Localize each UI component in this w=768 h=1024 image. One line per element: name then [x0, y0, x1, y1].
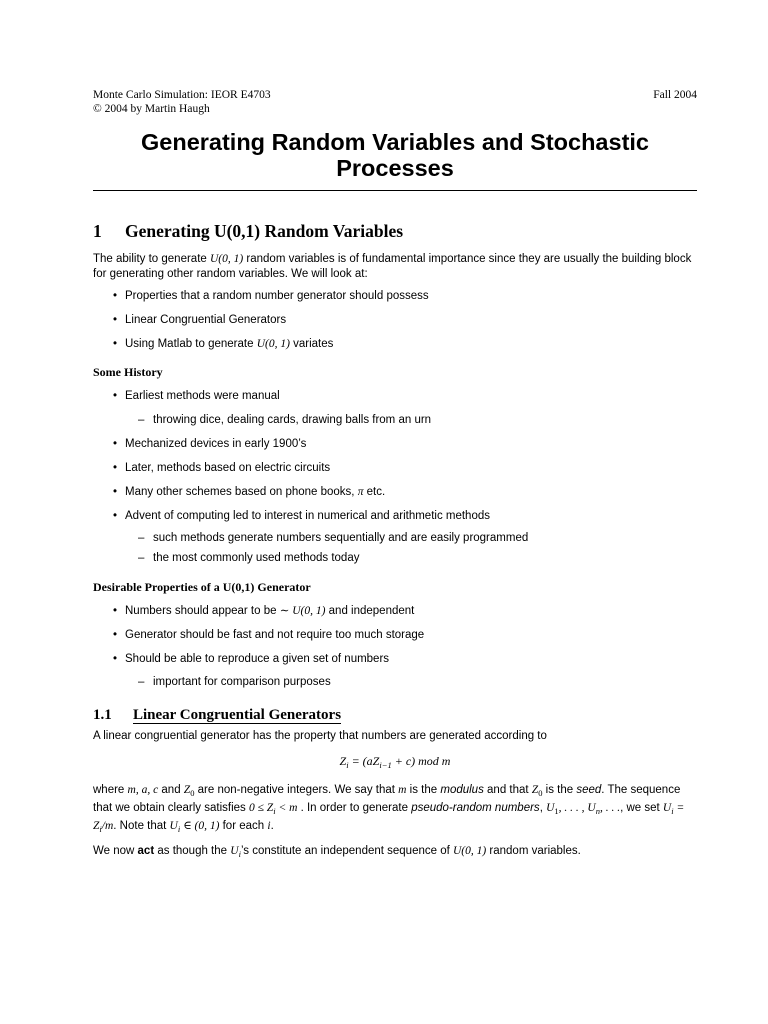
lcg-paragraph: A linear congruential generator has the property that numbers are generated according to — [93, 730, 547, 742]
bullet-text: Using Matlab to generate — [125, 338, 257, 350]
bullet-text: Advent of computing led to interest in numerical and arithmetic methods — [125, 510, 490, 522]
text: where — [93, 784, 128, 796]
bullet-item — [125, 337, 697, 352]
section-1-heading — [93, 220, 697, 242]
text: and that — [483, 784, 532, 796]
text: We now — [93, 845, 138, 857]
text: and — [158, 784, 184, 796]
lcg-equation — [93, 754, 697, 773]
text: is the — [406, 784, 441, 796]
desirable-heading: Desirable Properties of a U(0,1) Generator — [93, 580, 311, 594]
dash-item: – such methods generate numbers sequentially and are easily programmed — [153, 531, 697, 546]
bullet-item — [125, 509, 697, 566]
eq-part: Z — [339, 754, 347, 768]
math-sub: i — [177, 824, 181, 834]
math-sub: i — [99, 824, 102, 834]
text: as though the — [154, 845, 231, 857]
dash-item: – the most commonly used methods today — [153, 551, 697, 566]
math-sub: n — [595, 806, 600, 816]
intro-bullets — [93, 289, 697, 352]
bullet-item — [125, 628, 697, 643]
intro-paragraph — [93, 252, 697, 282]
bullet-text: Many other schemes based on phone books, — [125, 486, 358, 498]
act-paragraph — [93, 844, 697, 862]
emphasis: pseudo-random numbers — [411, 802, 540, 814]
text: is the — [542, 784, 577, 796]
math: Z — [531, 784, 539, 796]
bullet-text: Numbers should appear to be — [125, 605, 280, 617]
bullet-text: variates — [289, 338, 334, 350]
math-sub: 1 — [554, 806, 559, 816]
text: . — [270, 820, 274, 832]
math: , . . . , U — [558, 802, 596, 814]
math: < m — [275, 802, 298, 814]
math-sub: i — [238, 849, 241, 859]
document-body — [93, 220, 697, 862]
eq-part: = (aZ — [348, 754, 380, 768]
text: are non-negative integers. We say that — [194, 784, 399, 796]
bold-text: act — [137, 845, 155, 857]
text: , we set — [620, 802, 663, 814]
math: /m — [101, 820, 114, 832]
dash-list — [125, 413, 697, 428]
bullet-text: Properties that a random number generator should possess — [125, 290, 429, 302]
intro-text-1: The ability to generate — [93, 253, 210, 265]
dash-list — [125, 675, 697, 690]
desirable-bullets — [93, 604, 697, 690]
bullet-text: Linear Congruential Generators — [125, 314, 287, 326]
bullet-item — [125, 313, 697, 328]
text: for each — [219, 820, 268, 832]
term-label: Fall 2004 — [653, 89, 697, 101]
pi-symbol: π — [357, 486, 364, 498]
math: U — [230, 845, 239, 857]
math: U — [169, 820, 178, 832]
bullet-item — [125, 604, 697, 619]
dash-item: – throwing dice, dealing cards, drawing balls from an urn — [153, 413, 697, 428]
modulus-paragraph — [93, 783, 697, 837]
math: m, a, c — [127, 784, 159, 796]
copyright-line: © 2004 by Martin Haugh — [93, 103, 210, 115]
bullet-text: Earliest methods were manual — [125, 390, 280, 402]
eq-sub: i−1 — [379, 760, 392, 770]
bullet-text: Later, methods based on electric circuits — [125, 462, 331, 474]
section-number: 1.1 — [93, 707, 112, 723]
text: ’s constitute an independent sequence of — [240, 845, 453, 857]
bullet-item — [125, 289, 697, 304]
math: m — [398, 784, 407, 796]
history-bullets — [93, 389, 697, 566]
math: U — [546, 802, 555, 814]
math-sub: i — [671, 806, 674, 816]
text: . The sequence that we obtain clearly satisfies — [93, 784, 681, 814]
bullet-math: U(0, 1) — [256, 338, 290, 350]
bullet-item — [125, 437, 697, 452]
eq-part: + c) mod m — [391, 754, 451, 768]
title-rule — [93, 190, 697, 191]
bullet-text: Generator should be fast and not require too much storage — [125, 629, 425, 641]
history-heading: Some History — [93, 365, 163, 379]
text: . Note that — [113, 820, 170, 832]
bullet-text: Should be able to reproduce a given set of numbers — [125, 653, 390, 665]
math: 0 ≤ Z — [248, 802, 274, 814]
bullet-math: ∼ U(0, 1) — [279, 605, 326, 617]
dash-item: – important for comparison purposes — [153, 675, 697, 690]
math: , . . . — [599, 802, 621, 814]
bullet-item — [125, 485, 697, 500]
bullet-text: Mechanized devices in early 1900’s — [125, 438, 307, 450]
bullet-item — [125, 389, 697, 428]
document-title: Generating Random Variables and Stochastic Processes — [140, 129, 649, 181]
bullet-item — [125, 461, 697, 476]
text: . In order to generate — [297, 802, 412, 814]
math: i — [267, 820, 271, 832]
eq-sub: i — [346, 760, 349, 770]
section-title: Linear Congruential Generators — [133, 707, 342, 723]
bullet-text: and independent — [325, 605, 415, 617]
math: Z — [183, 784, 191, 796]
section-number: 1 — [93, 221, 102, 241]
intro-text-2: random variables is of fundamental importance since they are usually the building block for generating other random variables. We will look at: — [93, 253, 692, 280]
course-line: Monte Carlo Simulation: IEOR E4703 — [93, 89, 271, 101]
bullet-text: etc. — [363, 486, 386, 498]
emphasis: modulus — [440, 784, 484, 796]
math-sub: i — [273, 806, 276, 816]
math-sub: 0 — [538, 788, 543, 798]
section-title: Generating U(0,1) Random Variables — [125, 221, 404, 241]
math: U(0, 1) — [453, 845, 487, 857]
dash-list — [125, 531, 697, 566]
intro-math: U(0, 1) — [210, 253, 244, 265]
math: U — [662, 802, 672, 814]
emphasis: seed — [576, 784, 602, 796]
section-1-1-heading — [93, 705, 697, 725]
text: random variables. — [486, 845, 581, 857]
math: ∈ (0, 1) — [180, 820, 220, 832]
math: = Z — [93, 802, 685, 832]
page-header — [93, 88, 697, 116]
text: , — [539, 802, 547, 814]
math-sub: 0 — [190, 788, 195, 798]
bullet-item — [125, 652, 697, 690]
